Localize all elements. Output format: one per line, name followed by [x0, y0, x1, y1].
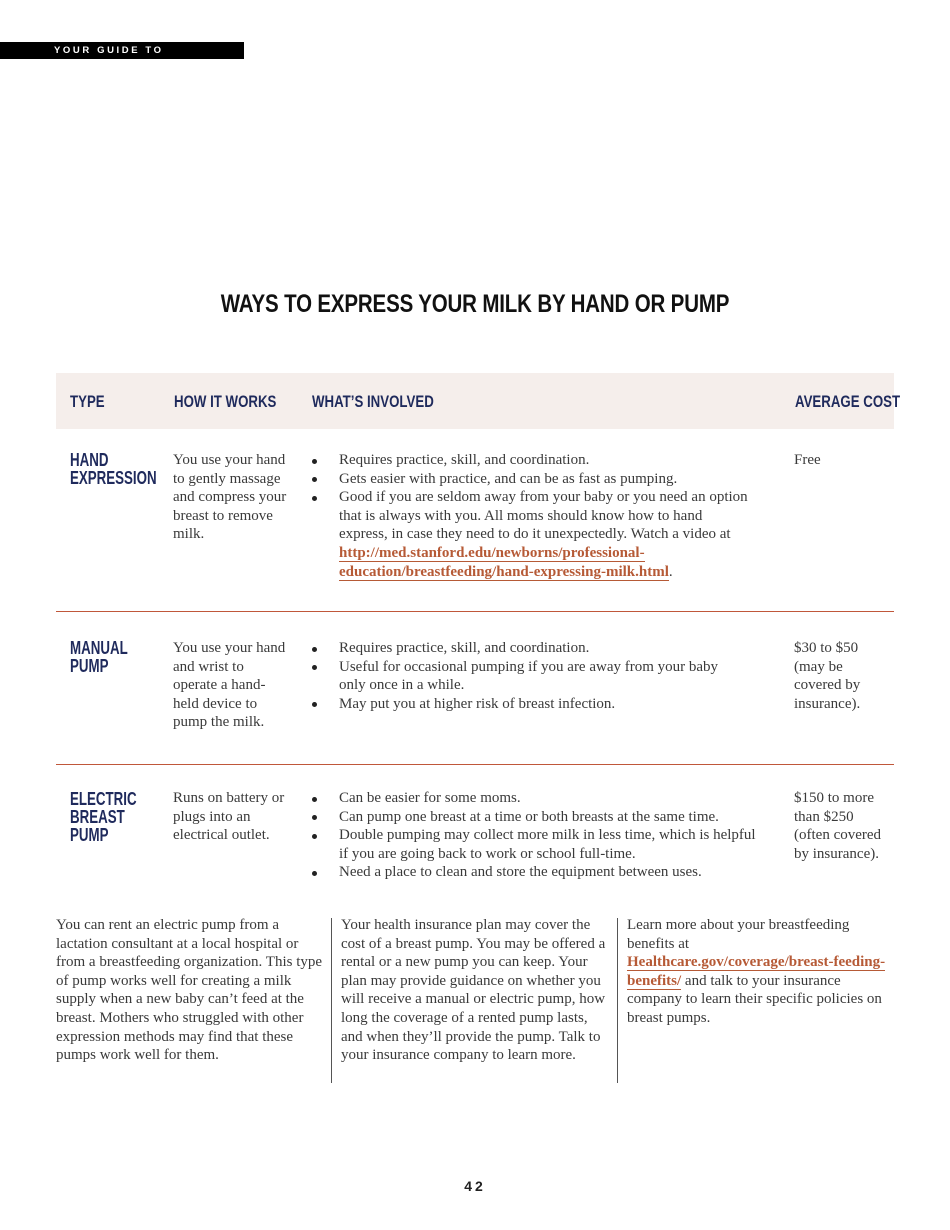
list-item: Can be easier for some moms. — [308, 789, 760, 808]
list-item: Requires practice, skill, and coordination. — [308, 639, 748, 658]
learn-more-text: Learn more about your breastfeeding benefits at — [627, 917, 850, 952]
row-type-line: BREAST — [70, 807, 125, 827]
rental-info-column: You can rent an electric pump from a lactation consultant at a local hospital or from a breastfeeding organization. This type of pump works well for creating a milk supply when a new baby can’t feed at the breast. Mothers who struggled with other expression methods may find that these pumps work well for them. — [56, 917, 323, 1064]
learn-more-column — [627, 916, 895, 1028]
row-whats-involved — [308, 639, 748, 713]
list-item: May put you at higher risk of breast infection. — [308, 695, 748, 714]
row-type — [70, 451, 157, 487]
row-average-cost: $30 to $50 (may be covered by insurance). — [794, 640, 861, 712]
row-type-line: HAND — [70, 450, 109, 470]
list-item: Need a place to clean and store the equipment between uses. — [308, 863, 760, 882]
page-number: 42 — [464, 1178, 486, 1194]
row-type — [70, 790, 137, 844]
expression-methods-table — [56, 373, 901, 895]
row-type-line: EXPRESSION — [70, 468, 157, 488]
list-item: Can pump one breast at a time or both breasts at the same time. — [308, 808, 760, 827]
list-item: Requires practice, skill, and coordination. — [308, 451, 748, 470]
table-header — [56, 373, 901, 429]
row-average-cost: Free — [794, 452, 821, 468]
section-label: YOUR GUIDE TO BREASTFEEDING — [0, 42, 244, 59]
row-type — [70, 639, 128, 675]
column-divider — [331, 918, 332, 1083]
table-row-hand-expression — [56, 429, 894, 612]
header-type: TYPE — [70, 392, 105, 411]
page-title: WAYS TO EXPRESS YOUR MILK BY HAND OR PUMP — [220, 290, 730, 318]
row-type-line: PUMP — [70, 656, 109, 676]
table-row-electric-breast-pump — [56, 765, 894, 895]
row-type-line: ELECTRIC — [70, 789, 137, 809]
row-whats-involved — [308, 451, 748, 581]
header-average-cost: AVERAGE COST — [795, 392, 901, 411]
learn-more-text: and talk to your insurance company to learn their specific policies on breast pumps. — [627, 972, 882, 1026]
table-row-manual-pump — [56, 612, 894, 765]
list-item: Gets easier with practice, and can be as fast as pumping. — [308, 470, 748, 489]
stanford-video-link[interactable]: http://med.stanford.edu/newborns/professional-education/breastfeeding/hand-expressing-milk.html — [339, 544, 669, 580]
list-item-text: . — [668, 563, 673, 580]
healthcare-gov-link[interactable]: Healthcare.gov/coverage/breast-feeding-benefits/ — [627, 954, 886, 989]
list-item: Useful for occasional pumping if you are away from your baby only once in a while. — [308, 658, 748, 695]
header-whats-involved: WHAT’S INVOLVED — [312, 392, 434, 411]
row-whats-involved — [308, 789, 760, 882]
list-item — [308, 488, 748, 581]
list-item: Double pumping may collect more milk in less time, which is helpful if you are going back to work or school full-time. — [308, 826, 760, 863]
row-how-it-works: You use your hand and wrist to operate a hand-held device to pump the milk. — [173, 640, 286, 731]
row-average-cost: $150 to more than $250 (often covered by insurance). — [794, 790, 882, 862]
list-item-text: Good if you are seldom away from your baby or you need an option that is always with you. All moms should know how to hand express, in case they need to do it unexpectedly. Watch a video at — [339, 489, 748, 543]
row-how-it-works: Runs on battery or plugs into an electrical outlet. — [173, 790, 285, 844]
header-how-it-works: HOW IT WORKS — [174, 392, 277, 411]
row-how-it-works: You use your hand to gently massage and compress your breast to remove milk. — [173, 452, 287, 543]
insurance-info-column: Your health insurance plan may cover the cost of a breast pump. You may be offered a rental or a new pump you can keep. Your plan may provide guidance on whether you will receive a manual or electric pump, how long the coverage of a rented pump lasts, and when they’ll provide the pump. Talk to your insurance company to learn more. — [341, 917, 606, 1064]
row-type-line: MANUAL — [70, 638, 128, 658]
row-type-line: PUMP — [70, 825, 109, 845]
column-divider — [617, 918, 618, 1083]
